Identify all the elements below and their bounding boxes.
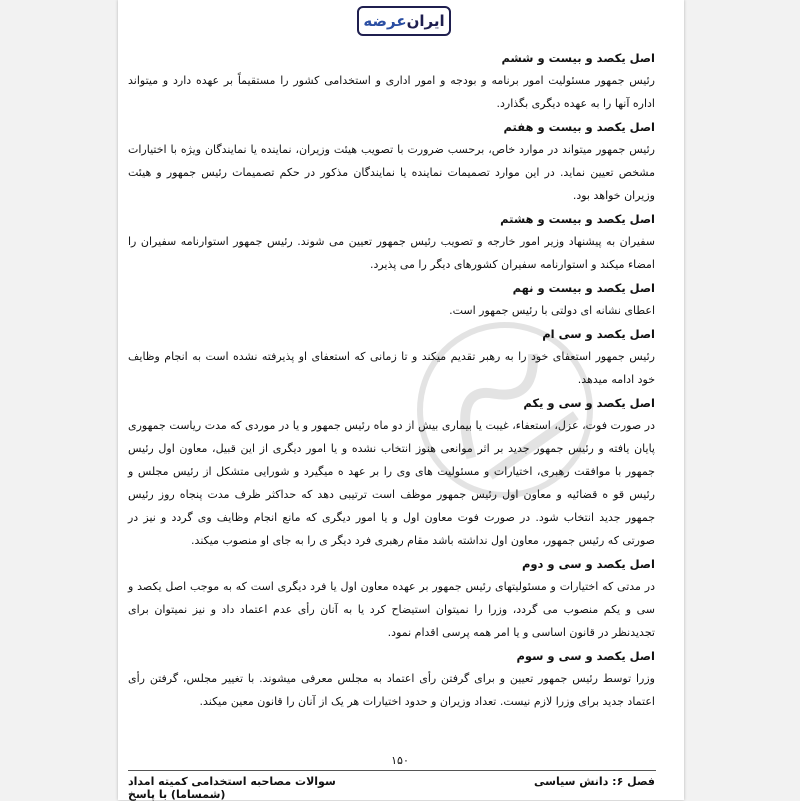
article-126-heading: اصل یکصد و بیست و ششم	[501, 51, 655, 65]
document-content	[128, 48, 655, 715]
logo-text-accent: عرضه	[363, 12, 407, 30]
page-number: ۱۵۰	[391, 754, 409, 767]
article-126-text: رئیس جمهور مسئولیت امور برنامه و بودجه و امور اداری و استخدامی کشور را مستقیماً بر عهده دارد و میتواند اداره آنها را به عهده دیگری بگذارد.	[128, 74, 655, 110]
article-130-heading: اصل یکصد و سی ام	[542, 327, 655, 341]
footer-chapter: فصل ۶: دانش سیاسی	[534, 775, 655, 788]
article-131-text: در صورت فوت، عزل، استعفاء، غیبت یا بیماری بیش از دو ماه رئیس جمهور و یا در موردی که مدت ریاست جمهوری پایان یافته و رئیس جمهور جدید بر اثر موانعی هنوز انتخاب نشده و یا امور دیگری از این قبیل، معاون اول رئیس جمهور با موافقت رهبری، اختیارات و مسئولیت های وی را بر عهد ه میگیرد و شورایی متشکل از رئیس مجلس و رئیس قو ه قضائیه و معاون اول رئیس جمهور موظف است ترتیبی دهد که حداکثر ظرف مدت پنجاه روز رئیس جمهور جدید انتخاب شود. در صورت فوت معاون اول و یا امور دیگری که مانع انجام وظایف وی گردد و نیز در صورتی که رئیس جمهور، معاون اول نداشته باشد مقام رهبری فرد دیگر ی را به جای او منصوب میکند.	[128, 419, 655, 547]
article-129-text: اعطای نشانه ای دولتی با رئیس جمهور است.	[449, 304, 655, 317]
article-128-heading: اصل یکصد و بیست و هشتم	[500, 212, 655, 226]
article-129-heading: اصل یکصد و بیست و نهم	[512, 281, 655, 295]
article-128-text: سفیران به پیشنهاد وزیر امور خارجه و تصویب رئیس جمهور تعیین می شوند. رئیس جمهور استوارنامه سفیران را امضاء میکند و استوارنامه سفیران کشورهای دیگر را می پذیرد.	[128, 235, 655, 271]
article-127-heading: اصل یکصد و بیست و هفتم	[503, 120, 655, 134]
logo-text-main: ایران	[406, 12, 445, 30]
article-133-heading: اصل یکصد و سی و سوم	[516, 649, 655, 663]
article-133-text: وزرا توسط رئیس جمهور تعیین و برای گرفتن رأی اعتماد به مجلس معرفی میشوند. با تغییر مجلس، گرفتن رأی اعتماد جدید برای وزرا لازم نیست. تعداد وزیران و حدود اختیارات هر یک از آنان را قانون معین میکند.	[128, 672, 655, 708]
article-132-heading: اصل یکصد و سی و دوم	[521, 557, 655, 571]
article-131-heading: اصل یکصد و سی و یکم	[523, 396, 655, 410]
article-127-text: رئیس جمهور میتواند در موارد خاص، برحسب ضرورت با تصویب هیئت وزیران، نماینده یا نمایندگان ویژه با اختیارات مشخص تعیین نماید. در این موارد تصمیمات نماینده یا نمایندگان مذکور در حکم تصمیمات رئیس جمهور و هیئت وزیران خواهد بود.	[128, 143, 655, 202]
footer-divider	[128, 770, 656, 771]
brand-logo	[357, 6, 451, 36]
article-132-text: در مدتی که اختیارات و مسئولیتهای رئیس جمهور بر عهده معاون اول یا فرد دیگری است که به موجب اصل یکصد و سی و یکم منصوب می گردد، وزرا را نمیتوان استیضاح کرد یا به آنان رأی عدم اعتماد داد و نیز نمیتوان برای تجدیدنظر در قانون اساسی و یا امر همه پرسی اقدام نمود.	[128, 580, 655, 639]
footer-book-title: سوالات مصاحبه استخدامی کمیته امداد (شمساما) با پاسخ	[128, 775, 336, 801]
article-130-text: رئیس جمهور استعفای خود را به رهبر تقدیم میکند و تا زمانی که استعفای او پذیرفته نشده است به انجام وظایف خود ادامه میدهد.	[128, 350, 655, 386]
